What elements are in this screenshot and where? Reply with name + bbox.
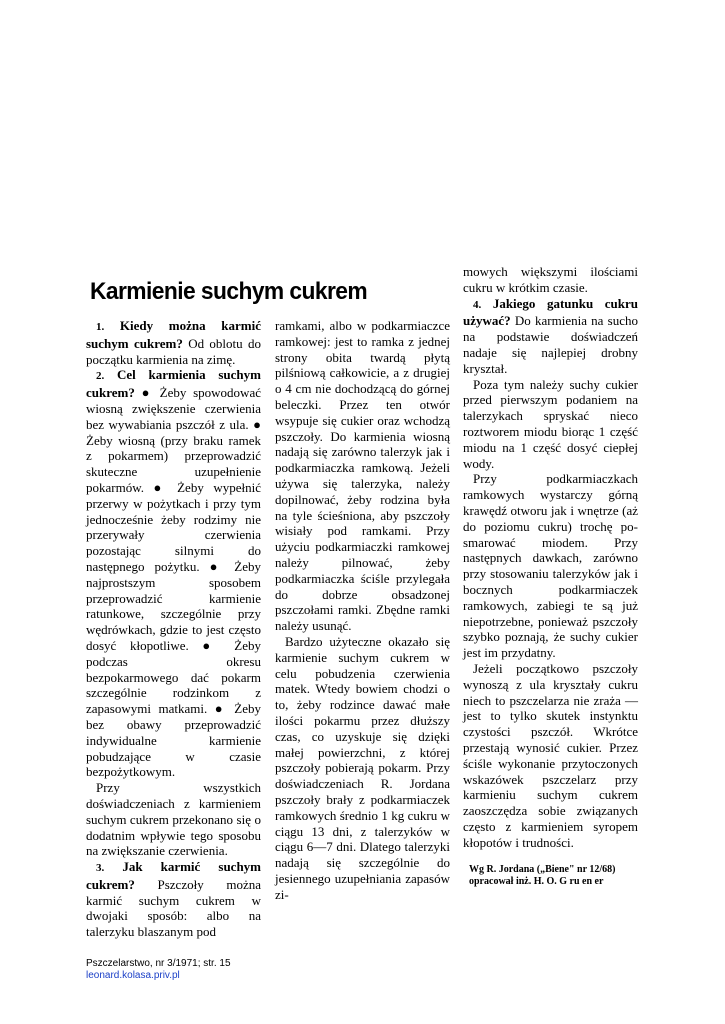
paragraph-text: Do karmienia na sucho na podstawie doświadczeń nadaje się najlepiej drobny kryształ. <box>463 313 638 376</box>
author-line: opracował inż. H. O. G ru en er <box>469 876 604 888</box>
question-heading: Jakiego gatunku cukru używać? <box>463 295 639 329</box>
paragraph: Przy wszystkich doświadczeniach z karmieniem suchym cukrem przekonano się o dodatnim wpływie tego sposobu na zwiększanie czerwienia. <box>86 780 261 859</box>
paragraph: Poza tym należy suchy cukier przed pierwszym podaniem na talerzykach spryskać nieco roztworem miodu biorąc 1 część miodu na 1 część dosyć ciepłej wody. <box>463 376 638 471</box>
column-2 <box>275 318 450 902</box>
footer <box>86 958 231 982</box>
article-title: Karmienie suchym cukrem <box>90 278 368 305</box>
question-heading: Cel karmienia suchym cukrem? <box>86 367 261 401</box>
paragraph-text: Pszczoły można karmić suchym cukrem w dwojaki sposób: albo na talerzyku blaszanym pod <box>86 876 261 940</box>
paragraph: Bardzo użyteczne okazało się karmienie suchym cukrem w celu pobudzenia czerwienia matek. Wtedy bowiem chodzi o to, żeby rodzince dawać małe ilości pokarmu przez dłuższy czas, co uzyskuje się dzięki małej powierzchni, z której pszczoły pobierają pokarm. Przy doświadczeniach R. Jordana pszczoły brały z podkarmiaczek ramkowych średnio 1 kg cukru w ciągu 13 dni, z talerzyków w ciągu 6—7 dni. Dlatego talerzyki nadają się szczególnie do jesiennego uzupełniania zapasów zi- <box>275 633 450 902</box>
question-number: 1. <box>96 321 105 333</box>
question-4 <box>463 296 638 377</box>
source-attribution <box>463 864 638 888</box>
footer-link[interactable]: leonard.kolasa.priv.pl <box>86 970 180 981</box>
question-1 <box>86 318 261 367</box>
paragraph: Przy podkarmiaczkach ramkowych wystarczy górną krawędź otworu jak i wnętrze (aż do poziomu cukru) trochę po-smarować miodem. Przy następnych dawkach, zarówno przy stosowaniu talerzyków jak i bocznych podkarmiaczek ramkowych, zabiegi te są już niepotrzebne, ponieważ pszczoły szybko poznają, że suchy cukier jest im przydatny. <box>463 471 638 661</box>
question-3 <box>86 859 261 940</box>
paragraph: mowych większymi ilościami cukru w krótkim czasie. <box>463 264 638 295</box>
question-number: 3. <box>96 862 105 875</box>
column-3 <box>463 264 638 888</box>
source-line: Wg R. Jordana („Biene" nr 12/68) <box>469 864 616 876</box>
footer-citation: Pszczelarstwo, nr 3/1971; str. 15 <box>86 958 231 969</box>
paragraph: Jeżeli początkowo pszczoły wynoszą z ula kryształy cukru niech to pszczelarza nie zraża — jest to tylko skutek instynktu czystości pszczół. Wkrótce przestają wynosić cukier. Przez ściśle wykonanie przytoczonych wskazówek pszczelarz przy karmieniu suchym cukrem zaoszczędza sobie związanych często z karmieniem syropem kłopotów i trudności. <box>463 660 638 850</box>
question-heading: Kiedy można karmić suchym cukrem? <box>86 318 262 351</box>
question-number: 4. <box>473 298 482 311</box>
question-number: 2. <box>96 370 105 383</box>
question-heading: Jak karmić suchym cukrem? <box>86 859 261 892</box>
column-1 <box>86 318 261 940</box>
paragraph-text: ● Żeby spowodować wiosną zwiększenie czerwienia bez wywabiania pszczół z ula. ● Żeby wiosną (przy braku ramek z pokarmem) przeprowadzić skuteczne uzupełnienie pokarmów. ● Żeby wypełnić przerwy w pożytkach i przy tym jednocześnie żeby rodzimy nie przerywały czerwienia pozostając silnymi do następnego pożytku. ● Żeby najprostszym sposobem przeprowadzić karmienie ratunkowe, szczególnie przy wędrówkach, gdzie to jest często dosyć kłopotliwe. ● Żeby podczas okresu bezpokarmowego dać pokarm szczególnie rodzinkom z zapasowymi matkami. ● Żeby bez obawy przeprowadzić indywidualne karmienie pobudzające w czasie bezpożytkowym. <box>86 385 261 780</box>
paragraph: ramkami, albo w podkarmiaczce ramkowej: jest to ramka z jednej strony obita twardą płytą pilśniową całkowicie, a z drugiej o 4 cm nie dochodzącą do górnej beleczki. Przez ten otwór wsypuje się cukier oraz wchodzą pszczoły. Do karmienia wiosną nadają się zarówno talerzyk jak i podkarmiaczka ramkową. Jeżeli używa się talerzyka, należy dopilnować, żeby rodzina była na tyle ścieśniona, aby pszczoły wisiały pod ramkami. Przy użyciu podkarmiaczki ramkowej należy pilnować, żeby podkarmiaczka ściśle przylegała do dobrze obsadzonej pszczołami ramki. Zbędne ramki należy usunąć. <box>275 318 450 634</box>
question-2 <box>86 367 261 780</box>
paragraph-text: Od oblotu do początku karmienia na zimę. <box>86 335 261 367</box>
